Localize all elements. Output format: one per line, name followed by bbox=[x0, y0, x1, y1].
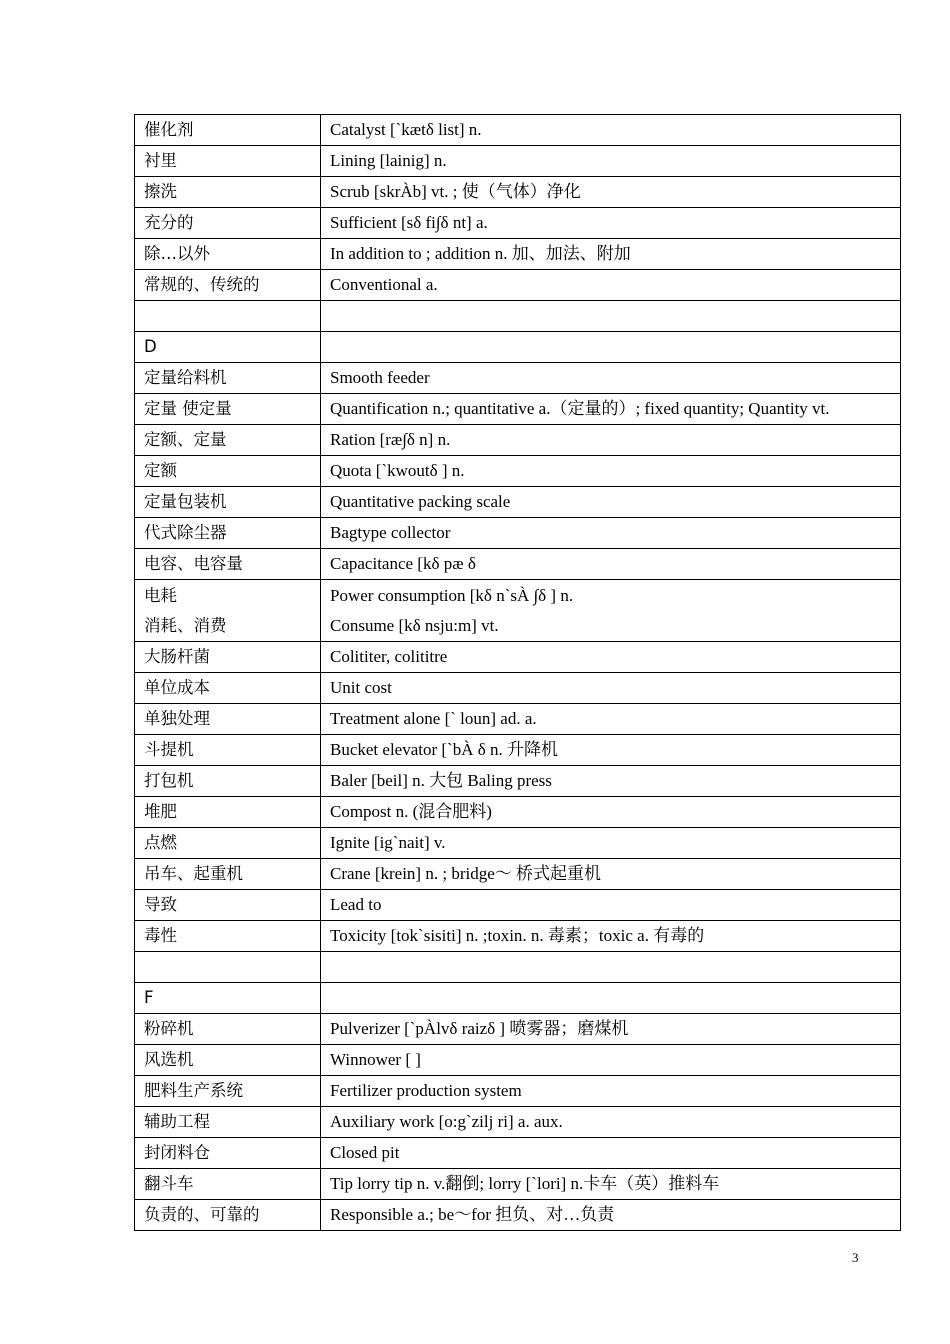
chinese-term-cell: 导致 bbox=[135, 890, 321, 921]
table-row bbox=[135, 208, 901, 239]
english-term-cell: Colititer, colititre bbox=[321, 642, 901, 673]
table-row bbox=[135, 921, 901, 952]
chinese-term-cell: 肥料生产系统 bbox=[135, 1076, 321, 1107]
english-term-cell: Ration [ræ∫δ n] n. bbox=[321, 425, 901, 456]
english-term-cell: Quantitative packing scale bbox=[321, 487, 901, 518]
chinese-term-cell: 单位成本 bbox=[135, 673, 321, 704]
chinese-term-cell: 毒性 bbox=[135, 921, 321, 952]
chinese-term-cell: 堆肥 bbox=[135, 797, 321, 828]
chinese-term-cell: 单独处理 bbox=[135, 704, 321, 735]
table-row bbox=[135, 1138, 901, 1169]
chinese-term-cell: 封闭料仓 bbox=[135, 1138, 321, 1169]
chinese-term: 消耗、消费 bbox=[144, 615, 227, 635]
glossary-table bbox=[134, 114, 901, 1231]
chinese-term-cell bbox=[135, 952, 321, 983]
chinese-term-cell: 擦洗 bbox=[135, 177, 321, 208]
english-term-cell: Auxiliary work [o:g`zilj ri] a. aux. bbox=[321, 1107, 901, 1138]
english-term-cell: Bagtype collector bbox=[321, 518, 901, 549]
table-row bbox=[135, 456, 901, 487]
english-term-cell: Capacitance [kδ pæ δ bbox=[321, 549, 901, 580]
english-term-cell bbox=[321, 332, 901, 363]
english-term-cell: Unit cost bbox=[321, 673, 901, 704]
table-row bbox=[135, 177, 901, 208]
english-term-cell bbox=[321, 983, 901, 1014]
chinese-term-cell: 风选机 bbox=[135, 1045, 321, 1076]
table-row bbox=[135, 983, 901, 1014]
chinese-term-cell: 斗提机 bbox=[135, 735, 321, 766]
english-term-cell: Baler [beil] n. 大包 Baling press bbox=[321, 766, 901, 797]
english-term-cell: Quota [`kwoutδ ] n. bbox=[321, 456, 901, 487]
english-term-cell: Catalyst [`kætδ list] n. bbox=[321, 115, 901, 146]
english-term-cell: Bucket elevator [`bÀ δ n. 升降机 bbox=[321, 735, 901, 766]
table-row bbox=[135, 270, 901, 301]
english-term-cell: Crane [krein] n. ; bridge～ 桥式起重机 bbox=[321, 859, 901, 890]
chinese-term-cell: 粉碎机 bbox=[135, 1014, 321, 1045]
english-term-cell: Fertilizer production system bbox=[321, 1076, 901, 1107]
table-row bbox=[135, 1014, 901, 1045]
table-row bbox=[135, 115, 901, 146]
chinese-term-cell bbox=[135, 301, 321, 332]
english-term-cell: Smooth feeder bbox=[321, 363, 901, 394]
chinese-term-cell: 催化剂 bbox=[135, 115, 321, 146]
table-row bbox=[135, 518, 901, 549]
english-term-cell: Lead to bbox=[321, 890, 901, 921]
table-row bbox=[135, 301, 901, 332]
english-term-cell bbox=[321, 301, 901, 332]
table-row bbox=[135, 1076, 901, 1107]
table-row bbox=[135, 394, 901, 425]
page-number: 3 bbox=[852, 1250, 859, 1265]
english-term-cell: Sufficient [sδ fi∫δ nt] a. bbox=[321, 208, 901, 239]
chinese-term-cell: 定量给料机 bbox=[135, 363, 321, 394]
table-row bbox=[135, 549, 901, 580]
table-row bbox=[135, 239, 901, 270]
chinese-term-cell: 除…以外 bbox=[135, 239, 321, 270]
chinese-term-cell: 吊车、起重机 bbox=[135, 859, 321, 890]
chinese-term-cell: 充分的 bbox=[135, 208, 321, 239]
chinese-term-cell: 定量 使定量 bbox=[135, 394, 321, 425]
table-row bbox=[135, 1200, 901, 1231]
chinese-term-cell: 常规的、传统的 bbox=[135, 270, 321, 301]
table-row bbox=[135, 642, 901, 673]
table-row bbox=[135, 766, 901, 797]
chinese-term: 电耗 bbox=[144, 585, 177, 605]
table-row bbox=[135, 704, 901, 735]
chinese-term-cell: 负责的、可靠的 bbox=[135, 1200, 321, 1231]
chinese-term-cell: 翻斗车 bbox=[135, 1169, 321, 1200]
english-term: Consume [kδ nsju:m] vt. bbox=[330, 615, 499, 635]
chinese-term-cell: 定额 bbox=[135, 456, 321, 487]
table-row bbox=[135, 952, 901, 983]
table-row bbox=[135, 1045, 901, 1076]
english-term-cell: Lining [lainig] n. bbox=[321, 146, 901, 177]
chinese-term-cell: 打包机 bbox=[135, 766, 321, 797]
english-term: Power consumption [kδ n`sÀ ∫δ ] n. bbox=[330, 585, 574, 605]
chinese-term-cell: 辅助工程 bbox=[135, 1107, 321, 1138]
chinese-term-cell: 点燃 bbox=[135, 828, 321, 859]
chinese-term-cell: D bbox=[135, 332, 321, 363]
chinese-term-cell: 定量包装机 bbox=[135, 487, 321, 518]
english-term-cell: In addition to ; addition n. 加、加法、附加 bbox=[321, 239, 901, 270]
english-term-cell: Compost n. (混合肥料) bbox=[321, 797, 901, 828]
table-row bbox=[135, 859, 901, 890]
english-term-cell: Treatment alone [` loun] ad. a. bbox=[321, 704, 901, 735]
english-term-cell bbox=[321, 580, 901, 642]
english-term-cell: Conventional a. bbox=[321, 270, 901, 301]
english-term-cell: Tip lorry tip n. v.翻倒; lorry [`lori] n.卡车（英）推料车 bbox=[321, 1169, 901, 1200]
table-row bbox=[135, 580, 901, 642]
chinese-term-cell: 代式除尘器 bbox=[135, 518, 321, 549]
chinese-term-cell: 衬里 bbox=[135, 146, 321, 177]
glossary-body bbox=[135, 115, 901, 1231]
table-row bbox=[135, 487, 901, 518]
chinese-term-cell bbox=[135, 580, 321, 642]
english-term-cell: Ignite [ig`nait] v. bbox=[321, 828, 901, 859]
table-row bbox=[135, 1169, 901, 1200]
english-term-cell: Toxicity [tok`sisiti] n. ;toxin. n. 毒素；toxic a. 有毒的 bbox=[321, 921, 901, 952]
chinese-term-cell: 大肠杆菌 bbox=[135, 642, 321, 673]
chinese-term-cell: F bbox=[135, 983, 321, 1014]
table-row bbox=[135, 146, 901, 177]
table-row bbox=[135, 735, 901, 766]
table-row bbox=[135, 363, 901, 394]
table-row bbox=[135, 332, 901, 363]
chinese-term-cell: 定额、定量 bbox=[135, 425, 321, 456]
chinese-term-cell: 电容、电容量 bbox=[135, 549, 321, 580]
english-term-cell: Pulverizer [`pÀlvδ raizδ ] 喷雾器；磨煤机 bbox=[321, 1014, 901, 1045]
table-row bbox=[135, 425, 901, 456]
english-term-cell: Quantification n.; quantitative a.（定量的）; fixed quantity; Quantity vt. bbox=[321, 394, 901, 425]
english-term-cell: Winnower [ ] bbox=[321, 1045, 901, 1076]
english-term-cell bbox=[321, 952, 901, 983]
english-term-cell: Responsible a.; be～for 担负、对…负责 bbox=[321, 1200, 901, 1231]
english-term-cell: Closed pit bbox=[321, 1138, 901, 1169]
table-row bbox=[135, 673, 901, 704]
table-row bbox=[135, 1107, 901, 1138]
table-row bbox=[135, 890, 901, 921]
english-term-cell: Scrub [skrÀb] vt. ; 使（气体）净化 bbox=[321, 177, 901, 208]
table-row bbox=[135, 828, 901, 859]
table-row bbox=[135, 797, 901, 828]
